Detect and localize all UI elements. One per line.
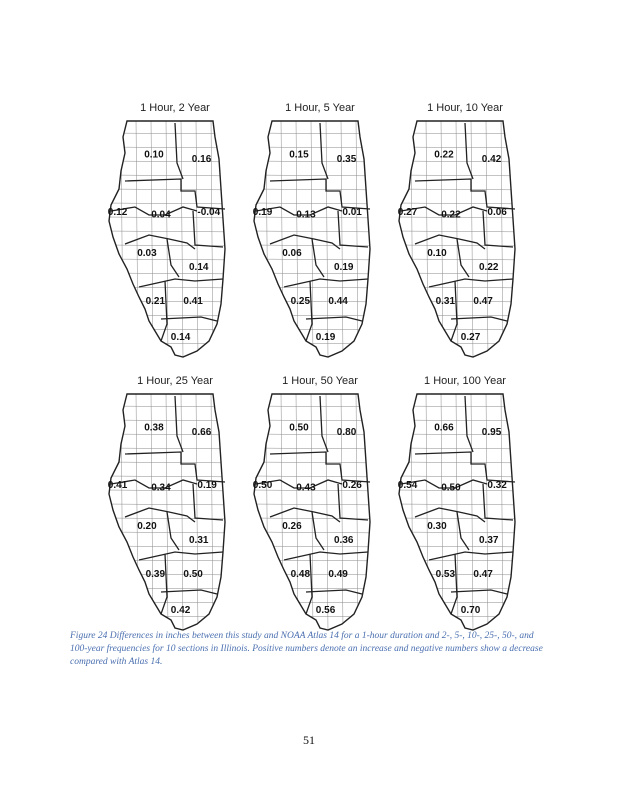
county-line [395, 287, 535, 288]
county-line [266, 119, 268, 359]
section-boundary [161, 590, 217, 594]
map-panel-1h-100yr [395, 375, 535, 635]
county-line [105, 434, 245, 435]
section-boundary [139, 552, 223, 560]
county-line [395, 462, 535, 463]
county-line [105, 462, 245, 463]
section-value-label: 0.31 [435, 295, 456, 307]
map-panel-1h-10yr [395, 102, 535, 362]
section-value-label: 0.06 [487, 207, 507, 218]
section-boundary [306, 317, 362, 321]
county-line [105, 203, 245, 204]
section-value-label: 0.47 [473, 295, 493, 307]
section-value-label: 0.13 [296, 209, 316, 221]
section-boundary [451, 554, 457, 614]
county-line [411, 392, 413, 632]
section-value-label: 0.27 [397, 207, 418, 218]
county-line [105, 476, 245, 477]
section-value-label: 0.22 [441, 209, 461, 221]
illinois-map [395, 392, 535, 632]
county-line [105, 245, 245, 246]
county-line [356, 119, 358, 359]
section-boundary [161, 317, 217, 321]
county-line [395, 245, 535, 246]
section-boundary [270, 452, 370, 482]
section-value-label: 0.19 [197, 480, 217, 491]
county-line [250, 462, 390, 463]
section-boundary [306, 590, 362, 594]
county-line [531, 119, 533, 359]
county-line [395, 518, 535, 519]
county-line [395, 574, 535, 575]
section-value-label: 0.14 [189, 262, 209, 274]
section-boundary [125, 179, 225, 209]
section-value-label: 0.42 [481, 154, 502, 166]
section-boundary [125, 508, 195, 522]
section-boundary [167, 512, 179, 550]
section-value-label: 0.39 [145, 568, 166, 580]
county-line [250, 343, 390, 344]
county-line [395, 434, 535, 435]
section-boundary [415, 179, 515, 209]
county-line [105, 343, 245, 344]
section-value-label: 0.70 [460, 604, 481, 616]
map-title: 1 Hour, 5 Year [285, 102, 355, 114]
section-value-label: 0.10 [427, 247, 447, 259]
section-boundary [320, 396, 328, 452]
map-panel-1h-5yr [250, 102, 390, 362]
county-line [105, 602, 245, 603]
county-line [395, 343, 535, 344]
section-boundary [139, 279, 223, 287]
section-value-label: 0.10 [144, 149, 164, 161]
county-line [250, 287, 390, 288]
section-value-label: 0.21 [145, 295, 166, 307]
section-boundary [465, 396, 473, 452]
county-line [250, 616, 390, 617]
county-line [105, 574, 245, 575]
county-line [250, 161, 390, 162]
county-line [105, 329, 245, 330]
county-line [356, 392, 358, 632]
section-value-label: 0.31 [189, 535, 209, 547]
section-boundary [161, 281, 167, 341]
section-boundary [451, 281, 457, 341]
county-line [105, 357, 245, 358]
section-value-label: 0.50 [183, 568, 203, 580]
section-value-label: 0.95 [481, 427, 502, 439]
county-line [226, 119, 228, 359]
county-line [105, 560, 245, 561]
county-line [395, 476, 535, 477]
county-line [501, 119, 503, 359]
county-line [250, 301, 390, 302]
illinois-map [105, 119, 245, 359]
county-line [250, 315, 390, 316]
section-value-label: 0.41 [107, 480, 128, 491]
county-line [250, 574, 390, 575]
section-boundary [270, 508, 340, 522]
county-line [121, 392, 123, 632]
county-line [250, 602, 390, 603]
county-line [105, 448, 245, 449]
county-line [395, 357, 535, 358]
section-boundary [270, 235, 340, 249]
section-value-label: 0.54 [397, 480, 418, 491]
section-boundary [415, 452, 515, 482]
section-value-label: 0.50 [252, 480, 273, 491]
county-line [395, 448, 535, 449]
county-line [386, 392, 388, 632]
page-number: 51 [303, 733, 315, 747]
section-value-label: 0.12 [107, 207, 128, 218]
section-value-label: 0.32 [487, 480, 507, 491]
section-value-label: 0.16 [191, 154, 212, 166]
county-line [241, 119, 243, 359]
county-line [181, 392, 183, 632]
county-line [395, 147, 535, 148]
map-panel-1h-2yr [105, 102, 245, 362]
county-line [411, 119, 413, 359]
county-line [105, 518, 245, 519]
county-line [121, 119, 123, 359]
county-line [326, 119, 328, 359]
section-boundary [284, 279, 368, 287]
county-line [250, 588, 390, 589]
section-boundary [415, 508, 485, 522]
county-line [395, 616, 535, 617]
section-boundary [284, 552, 368, 560]
section-value-label: 0.35 [336, 154, 357, 166]
county-line [471, 119, 473, 359]
section-value-label: 0.37 [479, 535, 499, 547]
county-line [326, 392, 328, 632]
county-line [226, 392, 228, 632]
section-boundary [125, 452, 225, 482]
county-line [395, 189, 535, 190]
section-value-label: 0.19 [252, 207, 273, 218]
section-boundary [312, 512, 324, 550]
county-line [105, 147, 245, 148]
county-line [181, 119, 183, 359]
section-value-label: 0.15 [289, 149, 309, 161]
section-boundary [175, 123, 183, 179]
section-boundary [175, 396, 183, 452]
county-line [266, 392, 268, 632]
county-line [395, 420, 535, 421]
section-value-label: 0.34 [151, 482, 171, 494]
county-line [250, 329, 390, 330]
section-value-label: 0.25 [290, 295, 311, 307]
section-value-label: 0.26 [342, 480, 362, 491]
county-line [250, 476, 390, 477]
section-value-label: 0.38 [144, 422, 164, 434]
illinois-map [105, 392, 245, 632]
illinois-map [250, 119, 390, 359]
map-title: 1 Hour, 25 Year [137, 375, 213, 387]
section-boundary [451, 317, 507, 321]
county-line [395, 175, 535, 176]
county-line [105, 189, 245, 190]
section-boundary [125, 235, 195, 249]
section-value-label: 0.01 [342, 207, 362, 218]
county-line [250, 420, 390, 421]
section-boundary [465, 123, 473, 179]
county-line [250, 448, 390, 449]
section-boundary [161, 554, 167, 614]
section-value-label: 0.06 [282, 247, 302, 259]
section-boundary [306, 281, 312, 341]
section-value-label: 0.42 [170, 604, 191, 616]
county-line [250, 434, 390, 435]
section-value-label: 0.48 [290, 568, 311, 580]
county-line [211, 119, 213, 359]
county-line [105, 616, 245, 617]
map-panel-1h-25yr [105, 375, 245, 635]
county-line [105, 420, 245, 421]
county-line [516, 392, 518, 632]
county-line [371, 392, 373, 632]
county-line [531, 392, 533, 632]
map-title: 1 Hour, 10 Year [427, 102, 503, 114]
county-line [105, 175, 245, 176]
section-value-label: 0.80 [336, 427, 357, 439]
section-value-label: 0.47 [473, 568, 493, 580]
section-boundary [312, 239, 324, 277]
section-boundary [429, 279, 513, 287]
county-line [250, 203, 390, 204]
section-value-label: 0.22 [479, 262, 499, 274]
section-value-label: 0.44 [328, 295, 348, 307]
county-line [471, 392, 473, 632]
county-line [105, 301, 245, 302]
section-boundary [457, 239, 469, 277]
section-value-label: 0.49 [328, 568, 348, 580]
section-boundary [457, 512, 469, 550]
county-line [395, 560, 535, 561]
county-line [105, 287, 245, 288]
section-value-label: 0.36 [334, 535, 354, 547]
section-value-label: 0.43 [296, 482, 316, 494]
map-panel-1h-50yr [250, 375, 390, 635]
county-line [386, 119, 388, 359]
section-value-label: 0.50 [289, 422, 309, 434]
county-line [241, 392, 243, 632]
section-value-label: 0.14 [170, 331, 191, 343]
county-line [250, 560, 390, 561]
section-value-label: 0.20 [137, 520, 157, 532]
section-boundary [429, 552, 513, 560]
county-line [395, 602, 535, 603]
section-boundary [306, 554, 312, 614]
county-line [211, 392, 213, 632]
illinois-map [250, 392, 390, 632]
section-boundary [320, 123, 328, 179]
county-line [105, 315, 245, 316]
county-line [105, 161, 245, 162]
county-line [395, 301, 535, 302]
county-line [395, 315, 535, 316]
county-line [395, 203, 535, 204]
illinois-map [395, 119, 535, 359]
section-value-label: 0.50 [441, 482, 461, 494]
section-value-label: 0.26 [282, 520, 302, 532]
county-line [250, 175, 390, 176]
section-value-label: -0.04 [197, 207, 221, 218]
section-value-label: 0.66 [434, 422, 454, 434]
county-line [371, 119, 373, 359]
section-boundary [167, 239, 179, 277]
county-line [516, 119, 518, 359]
section-value-label: 0.56 [315, 604, 336, 616]
section-value-label: 0.27 [460, 331, 481, 343]
section-value-label: 0.03 [137, 247, 157, 259]
county-line [250, 189, 390, 190]
section-value-label: 0.19 [315, 331, 336, 343]
county-line [395, 329, 535, 330]
section-value-label: 0.41 [183, 295, 203, 307]
map-title: 1 Hour, 50 Year [282, 375, 358, 387]
section-boundary [451, 590, 507, 594]
county-line [395, 161, 535, 162]
section-boundary [415, 235, 485, 249]
figure-caption: Figure 24 Differences in inches between this study and NOAA Atlas 14 for a 1-hour duration and 2-, 5-, 10-, 25-, 50-, and 100-year frequencies for 10 sections in Illinois. Positive numbers denote an increase and negative numbers show a decrease compared with Atlas 14. [70, 631, 543, 667]
county-line [105, 588, 245, 589]
county-line [250, 147, 390, 148]
section-value-label: 0.30 [427, 520, 447, 532]
map-title: 1 Hour, 2 Year [140, 102, 210, 114]
section-value-label: 0.66 [191, 427, 212, 439]
section-value-label: 0.19 [334, 262, 354, 274]
section-value-label: 0.22 [434, 149, 454, 161]
section-value-label: 0.04 [151, 209, 171, 221]
county-line [501, 392, 503, 632]
section-boundary [270, 179, 370, 209]
county-line [395, 588, 535, 589]
county-line [250, 357, 390, 358]
map-title: 1 Hour, 100 Year [424, 375, 506, 387]
county-line [250, 518, 390, 519]
section-value-label: 0.53 [435, 568, 456, 580]
county-line [250, 245, 390, 246]
